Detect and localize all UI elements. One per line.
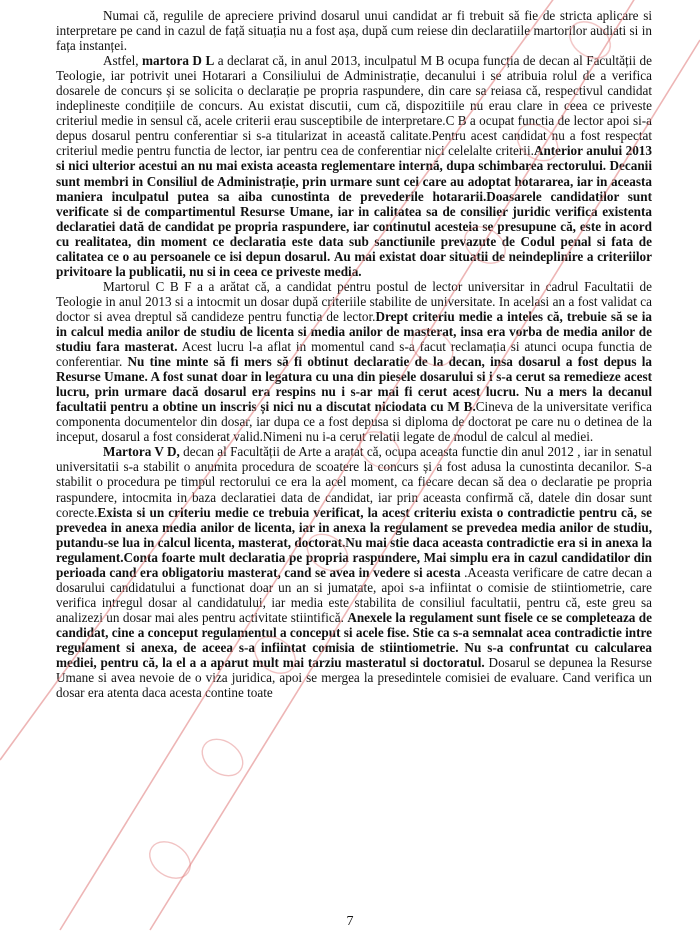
page-number: 7 <box>346 914 354 929</box>
text-run: Acest lucru l-a aflat in momentul cand s-a facut reclamația si atunci ocupa functia de conferentiar. <box>56 339 652 370</box>
bold-text-run: Nu tine minte să fi mers să fi obtinut declaratie de la decan, insa dosarul a fost depus la Resurse Umane. A fost sunat doar in legatura cu una din piesele dosarului si i s-a cerut sa remedieze acest lucru, prin urmare dacă dosarul era respins nu i s-ar mai fi cerut acest lucru. Nu a mers la decanul facultatii pentru a obtine un inscris și nici nu a discutat niciodata cu M B. <box>56 354 652 415</box>
text-run: decan al Facultății de Arte a aratat că, ocupa aceasta functie din anul 2012 , iar in senatul universitatii s-a stabilit o anumita procedura de scoatere la concurs și a fost adusa la cunostinta decanilor. S-a stabilit o procedura pe timpul rectorului ce era la acel moment, ca fiecare decan să dea o declaratie pe propria raspundere, intocmita in baza declaratiei data de candidat, iar prin aceasta confirmă că, datele din dosar sunt corecte. <box>56 444 652 520</box>
body-paragraph <box>56 279 652 445</box>
text-run: Dosarul se depunea la Resurse Umane si avea nevoie de o viza juridica, apoi se mergea la presedintele comisiei de evaluare. Cand verifica un dosar era atenta daca acesta contine toate <box>56 655 652 701</box>
bold-text-run: Drept criteriu medie a inteles că, trebuie să se ia in calcul media anilor de studiu de licenta si media anilor de masterat, insa era vorba de media anilor de studiu fara masterat. <box>56 308 652 355</box>
document-body <box>56 8 652 700</box>
text-run: a declarat că, in anul 2013, inculpatul M B ocupa funcția de decan al Facultății de Teologie, iar potrivit unei Hotarari a Consiliului de Administrație, decanului i se atribuia rolul de a verifica dosarele de concurs și se solicita o declarație pe propria raspundere, din care sa reiasa că, respectivul candidat indeplineste condițiile de concurs. Au existat discutii, cum că, dispozitiile nu erau clare in ceea ce priveste criteriul medie in sensul că, acele criterii erau susceptibile de interpretare.C B a ocupat functia de lector apoi si-a depus dosarul pentru conferentiar si s-a titularizat in această calitate.Pentru acest candidat nu a fost respectat criteriul medie pentru functia de lector, iar pentru cea de conferentiar nici celelalte criterii. <box>56 53 653 159</box>
watermark-mark <box>195 732 249 783</box>
bold-text-run: martora D L <box>142 53 215 69</box>
bold-text-run: Au mai existat doar situatii de neindeplinire a criteriilor privitoare la publicatii, nu si in ceea ce priveste media. <box>56 248 652 279</box>
bold-text-run: Martora V D, <box>103 444 180 460</box>
text-run: Astfel, <box>103 53 143 69</box>
bold-text-run: Exista si un criteriu medie ce trebuia verificat, la acest criteriu exista o contradictie pentru că, se prevedea in anexa media anilor de licenta, iar in anexa la regulament se prevedea media anilor de studiu, putandu-se lua in calcul licenta, masterat, doctorat.Nu mai stie daca aceasta contradictie era si in anexa la regulament.Conta foarte mult declaratia pe propria raspundere, Mai simplu era in cazul candidatilor din perioada cand era obligatoriu masterat, cand se avea in vedere si acesta <box>56 504 652 580</box>
body-paragraph <box>56 8 652 53</box>
bold-text-run: Anexele la regulament sunt fisele ce se completeaza de candidat, cine a conceput regulamentul a conceput si acele fise. Stie ca s-a semnalat acea contradictie intre regulament si anexa, de aceea s-a infiintat comisia de stiintiometrie. Nu s-a confruntat cu calcularea mediei, pentru că, la el a a aparut mult mai tarziu masteratul si doctoratul. <box>56 609 652 671</box>
text-run: Cineva de la universitate verifica componenta documentelor din dosar, iar dupa ce a fost depusa si diploma de doctorat pe care nu o detinea de la inceput, dosarul a fost considerat valid.Nimeni nu i-a cerut relatii legate de modul de calcul al mediei. <box>56 399 652 445</box>
watermark-mark <box>143 834 197 885</box>
text-run: Numai că, regulile de apreciere privind dosarul unui candidat ar fi trebuit să fie de stricta aplicare si interpretare pe cand in cazul de față situația nu a fost așa, după cum reiese din declaratiile martorilor audiati si in fața instanței. <box>56 8 652 54</box>
bold-text-run: Anterior anului 2013 si nici ulterior acestui an nu mai exista aceasta reglementare internă, dupa schimbarea rectorului. Decanii sunt membri in Consiliul de Administrație, prin urmare sunt cei care au adoptat hotararea, iar in aceasta maniera inculpatul putea sa aiba cunostinta de prevederile hotararii.Doasarele candidatilor sunt verificate si de compartimentul Resurse Umane, iar in calitatea sa de consilier juridic verifica existenta declaratiei dată de candidat pe propria raspundere, iar continutul acesteia se presupune că, este in acord cu realitatea, din moment ce declaratia este data sub sanctiunile prevazute de Codul penal si fata de calitatea ce o au persoanele ce isi depun dosarul. <box>56 143 652 264</box>
body-paragraph <box>56 53 652 279</box>
text-run: Martorul C B F a a arătat că, a candidat pentru postul de lector universitar in cadrul Facultatii de Teologie in anul 2013 si a intocmit un dosar după criteriile stabilite de universitate. In acelasi an a fost validat ca doctor si avea dreptul să candideze pentru functia de lector. <box>56 278 652 324</box>
body-paragraph <box>56 444 652 700</box>
text-run: .Aceasta verificare de catre decan a dosarului candidatului a functionat doar un an si jumatate, apoi s-a infiintat o comisie de stiintiometrie, care verifica intregul dosar al candidatului, iar media este stabilita de consiliul facultatii, pentru că, este greu sa analizezi un dosar mai ales pentru activitate stiintifică. <box>56 564 652 625</box>
